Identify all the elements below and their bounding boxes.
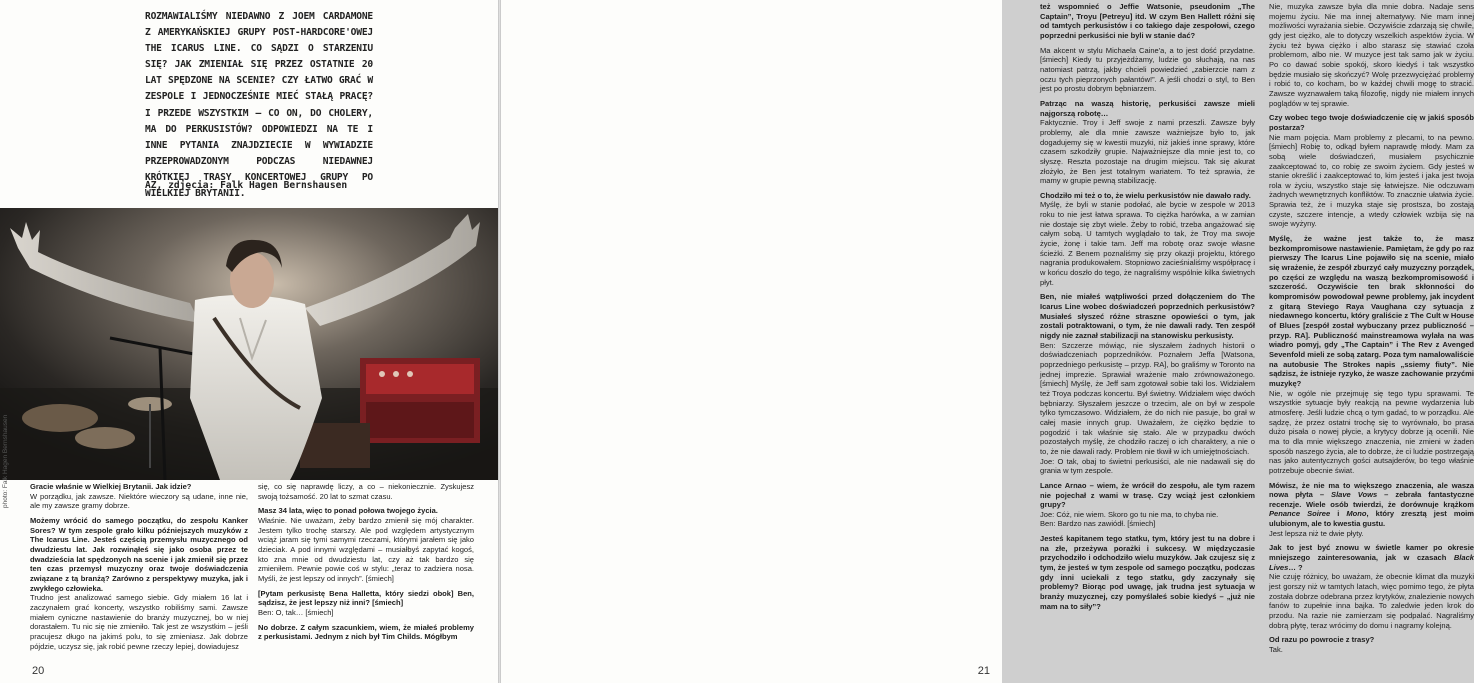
answer: Nie, muzyka zawsze była dla mnie dobra. Nadaje sens mojemu życiu. Nie ma innej alternatywy. Nie mam innej możliwości wyrażania siebie. Oczywiście zdarzają się chwile, gdy jest ciężko, ale to dotyczy wszelkich aspektów życia. W życiu też bywa ciężko i albo starasz się stawiać czoła problemom, albo nie. W muzyce jest tak samo jak w życiu. Po co dawać sobie spokój, skoro kiedyś i tak wszystko będzie musiało się skończyć? Wolę przezwyciężać problemy i robić to, co kocham, bo w każdej chwili mogę to stracić. Zawsze wyznawałem taką filozofię, nigdy nie miałem innych poglądów w tej sprawie. (1269, 2, 1474, 108)
byline: AZ, zdjęcia: Falk Hagen Bernshausen (145, 180, 348, 191)
answer: Ma akcent w stylu Michaela Caine'a, a to jest dość przydatne. [śmiech] Kiedy tu przyjeżdżamy, ludzie go słuchają, na nas natomiast patrzą, jakby chcieli powiedzieć „zabierzcie nam z oczu tych pieprzonych pałantów!”. A jeśli chodzi o styl, to Ben jest po prostu dobrym bębniarzem. (1040, 45, 1255, 94)
question-text: Mówisz, że nie ma to większego znaczenia, ale wasza nowa płyta – (1269, 480, 1474, 500)
answer: Joe: Cóż, nie wiem. Skoro go tu nie ma, to chyba nie. (1040, 509, 1219, 519)
question-text: – zebrała fantastyczne recenzje. Wiele osób twierdzi, że dorównuje krążkom (1269, 490, 1474, 509)
answer: Joe: O tak, obaj to świetni perkusiści, ale nie nadawali się do grania w tym zespole. (1040, 456, 1255, 476)
answer: Tak. (1269, 645, 1283, 654)
answer: się, co się naprawdę liczy, a co – niekoniecznie. Zyskujesz swoją tożsamość. 20 lat to szmat czasu. (258, 482, 474, 501)
answer: Nie czuję różnicy, bo uważam, że obecnie klimat dla muzyki jest gorszy niż w tamtych latach, więc pomimo tego, że płyta została dobrze odebrana przez krytyków, znalezienie nowych fanów to zupełnie inna bajka. To zaledwie jeden krok do przodu. Na razie nie zamierzam się podpalać. Nagraliśmy dobrą płytę, teraz wrócimy do domu i nagramy kolejną. (1269, 572, 1474, 630)
question: Chodziło mi też o to, że wielu perkusistów nie dawało rady. (1040, 190, 1251, 200)
question-text: , który zresztą jest moim ulubionym, ale to kwestia gustu. (1269, 509, 1474, 529)
question: [Pytam perkusistę Bena Halletta, który siedzi obok] Ben, sądzisz, że jest lepszy niż inni? [śmiech] (258, 588, 474, 608)
singer-on-stage-image (0, 208, 498, 480)
answer: Ben: Szczerze mówiąc, nie słyszałem żadnych historii o doświadczeniach poprzedników. Poznałem Jeffa [Watsona, poprzedniego perkusistę – przyp. RA], bo graliśmy w Toronto na jednej imprezie. Sprawiał wrażenie mało zrównoważonego. [śmiech] Myślę, że Jeff sam zgotował sobie taki los. Widziałem też Troya podczas koncertu. Był świetny. Widziałem więc dwóch bębniarzy. Słyszałem jeszcze o trzecim, ale on był w zespole tylko tymczasowo. Widziałem, że do nich nie pasuje, bo grał w całej masie innych grup. Uważałem, że ciężko będzie to pogodzić i tak właśnie się stało. Ale w przypadku dwóch pozostałych myślę, że chodziło raczej o ich charaktery, a nie o to, że nie dawali rady. Problem nie tkwił w ich umiejętnościach. (1040, 340, 1255, 456)
question-text: … ? (1288, 562, 1303, 572)
question: też wspomnieć o Jeffie Watsonie, pseudonim „The Captain”, Troyu [Petreyu] itd. W czym Ben Hallett różni się od tamtych perkusistów i co takiego daje zespołowi, czego poprzedni perkusiści nie byli w stanie dać? (1040, 2, 1255, 40)
left-column-1 (30, 482, 248, 656)
question: Ben, nie miałeś wątpliwości przed dołączeniem do The Icarus Line wobec doświadczeń poprzednich perkusistów? Musiałeś słyszeć różne straszne opowieści o tym, jak zostali potraktowani, o tym, że nie dawali rady. Ten zespół nigdy nie zaznał stabilizacji na stanowisku perkusisty. (1040, 292, 1255, 340)
right-page (501, 0, 1474, 683)
question-text: Jak to jest być znowu w świetle kamer po okresie mniejszego zainteresowania, jak w czasach (1269, 543, 1474, 563)
question (1269, 543, 1474, 572)
right-column-2 (1269, 2, 1474, 660)
question: Jesteś kapitanem tego statku, tym, który jest tu na dobre i na złe, przeżywa porażki i sukcesy. W międzyczasie przychodziło i odchodziło wielu muzyków. Jak czujesz się z tym, że jesteś w tym zespole od samego początku, podczas gdy inni uciekali z tego statku, gdy zaczynały się problemy? Biorąc pod uwagę, jak trudna jest sytuacja w branży muzycznej, czy pomyślałeś sobie kiedyś – „już nie mam na to siły”? (1040, 534, 1255, 611)
answer: Właśnie. Nie uważam, żeby bardzo zmienił się mój charakter. Jestem tylko trochę starszy. Ale pod względem artystycznym wciąż jaram się tymi samymi rzeczami, którymi jarałem się jako dzieciak. A pod innymi względami – musiałbyś zapytać kogoś, kto zna mnie od dwudziestu lat, czy aż tak bardzo się zmieniłem. Pewnie powie coś w stylu: „teraz to zadziera nosa. Myśli, że jest lepszy od innych”. [śmiech] (258, 515, 474, 583)
album-title: Black Lives (1269, 553, 1474, 572)
answer: Ben: Bardzo nas zawiódł. [śmiech] (1040, 519, 1156, 529)
page-number-right: 21 (977, 665, 990, 677)
question: No dobrze. Z całym szacunkiem, wiem, że miałeś problemy z perkusistami. Jednym z nich był Tim Childs. Mógłbym (258, 622, 474, 642)
album-title: Mono (1346, 509, 1367, 519)
left-column-2 (258, 482, 474, 642)
answer: Nie, w ogóle nie przejmuję się tego typu sprawami. Te wszystkie sytuacje były reakcją na pewne wydarzenia lub atmosferę. Jeśli ludzie chcą o tym gadać, to w porządku. Ale sądzę, że przez ostatni trochę się to wyrównało, bo prasa dużo pisała o nowej płycie, a krytycy dobrze ją ocenili. Nie ma to dla mnie większego znaczenia, nie zmieni w żaden sposób naszego życia, ale to dobrze, że ci ludzie postrzegają nas jako autentycznych gości autsajderów, bo tego właśnie potrzebuje obecnie świat. (1269, 388, 1474, 475)
question: Masz 34 lata, więc to ponad połowa twojego życia. (258, 506, 438, 516)
question-text: i (1330, 509, 1347, 519)
photo-credit: photo: Falk Hagen Bernshausen (2, 414, 9, 508)
answer: Faktycznie. Troy i Jeff swoje z nami przeszli. Zawsze były problemy, ale dla mnie zawsze ważniejsze było to, jak dogadujemy się w kwestii muzyki, niż jakieś inne sprawy, które czasem szkodziły grupie. Najważniejsze dla mnie jest to, co słyszę. Reszta pozostaje na drugim miejscu. Tak się akurat złożyło, że Ben jest totalnym wariatem. To też sprawia, że mamy w grupie pewną stabilizację. (1040, 118, 1255, 186)
right-column-1 (1040, 2, 1255, 611)
answer: W porządku, jak zawsze. Niektóre wieczory są udane, inne nie, ale my zawsze gramy dobrze. (30, 491, 248, 511)
answer: Jest lepsza niż te dwie płyty. (1269, 528, 1364, 538)
answer: Myślę, że byli w stanie podołać, ale bycie w zespole w 2013 roku to nie jest łatwa sprawa. To ciężka harówka, a w zamian nie dostaje się zbyt wiele. Żeby to robić, trzeba angażować się całym sobą. U tamtych wyglądało to tak, że Troy ma swoje życie, żonę i takie tam. Jeff ma robotę oraz swoje własne ścieżki. Z Benem poznaliśmy się przy okazji projektu, którego nagrania produkowałem. Stopniowo zacieśnialiśmy współpracę i w końcu doszło do tego, że nagraliśmy wspólnie kilka świetnych płyt. (1040, 200, 1255, 287)
page-number-left: 20 (32, 665, 45, 677)
question: Gracie właśnie w Wielkiej Brytanii. Jak idzie? (30, 482, 192, 491)
answer: Ben: O, tak… [śmiech] (258, 607, 334, 617)
album-title: Penance Soiree (1269, 509, 1331, 519)
question: Czy wobec tego twoje doświadczenie cię w jakiś sposób postarza? (1269, 113, 1474, 132)
album-title: Slave Vows (1331, 490, 1378, 500)
answer: Trudno jest analizować samego siebie. Gdy miałem 16 lat i zaczynałem grać koncerty, wszystko robiliśmy sami. Zawsze miałem cyniczne nastawienie do branży muzycznej, bo w niej dorastałem. Tu nic się nie zmieniło. Tak jest ze wszystkim – jeśli pracujesz długo na jakimś polu, to się zmieniasz. Jak dobrze pójdzie, uczysz się, jak robić pewne rzeczy lepiej, dowiadujesz (30, 593, 248, 651)
question: Od razu po powrocie z trasy? (1269, 635, 1375, 645)
question (1269, 481, 1474, 529)
question: Możemy wrócić do samego początku, do zespołu Kanker Sores? W tym zespole grało kilku późniejszych muzyków z The Icarus Line. Jesteś częścią przemysłu muzycznego od dwudziestu lat. Jak rozwinąłeś się jako osoba przez te dwadzieścia lat spędzonych na scenie i jak zmienił się przez ten czas przemysł muzyczny oraz twoje doświadczenia związane z tą branżą? Zarówno z perspektywy muzyka, jak i zwykłego człowieka. (30, 515, 248, 593)
question: Myślę, że ważne jest także to, że masz bezkompromisowe nastawienie. Pamiętam, że gdy po raz pierwszy The Icarus Line pojawiło się na scenie, miało się wrażenie, że zespół zburzyć cały muzyczny porządek, po części ze względu na waszą bezkompromisowość i szczerość. Oczywiście ten brak skłonności do kompromisów powodował pewne problemy, jak incydent z gitarą Steviego Raya Vaughana czy sytuacja z niedawnego koncertu, który graliście z The Cult w House of Blues [zespół został wybuczany przez publiczność – przyp. RA]. Publiczność mainstreamowa wylała na was wiadro pomyj, gdy „The Captain” i The Rev z Avenged Sevenfold mieli ze sobą zatarg. Poza tym namalowaliście na autobusie The Strokes napis „ssiemy fiuty”. Nie sądzisz, że istnieje ryzyko, że wasze zachowanie przyćmi muzykę? (1269, 234, 1474, 388)
question: Lance Arnao – wiem, że wrócił do zespołu, ale tym razem nie pojechał z wami w trasę. Czy wciąż jest członkiem grupy? (1040, 480, 1255, 510)
left-page (0, 0, 498, 683)
answer: Nie mam pojęcia. Mam problemy z plecami, to na pewno. [śmiech] Robię to, odkąd byłem naprawdę młody. Mam za sobą wiele doświadczeń, musiałem psychicznie zaakceptować to, co robię ze swoim życiem. Gdy jesteś w stanie określić i zaakceptować to, kim jesteś i jaka jest twoja rola w życiu, wszystko staje się łatwiejsze. Nie odczuwam żadnych wewnętrznych konfliktów. To znacznie ułatwia życie. Sprawia też, że i muzyka staje się prostsza, bo zostają czyste, szczere intencje, a wtedy człowiek wzbija się na swoje wyżyny. (1269, 132, 1474, 229)
question: Patrząc na waszą historię, perkusiści zawsze mieli najgorszą robotę… (1040, 98, 1255, 118)
intro-lede: ROZMAWIALIŚMY NIEDAWNO Z JOEM CARDAMONE Z AMERYKAŃSKIEJ GRUPY POST-HARDCORE'OWEJ THE ICARUS LINE. CO SĄDZI O STARZENIU SIĘ? JAK ZMIENIAŁ SIĘ PRZEZ OSTATNIE 20 LAT SPĘDZONE NA SCENIE? CZY ŁATWO GRAĆ W ZESPOLE I JEDNOCZEŚNIE MIEĆ STAŁĄ PRACĘ? I PRZEDE WSZYSTKIM – CO ON, DO CHOLERY, MA DO PERKUSISTÓW? ODPOWIEDZI NA TE I INNE PYTANIA ZNAJDZIECIE W WYWIADZIE PRZEPROWADZONYM PODCZAS NIEDAWNEJ KRÓTKIEJ TRASY KONCERTOWEJ GRUPY PO WIELKIEJ BRYTANII. (145, 11, 373, 200)
